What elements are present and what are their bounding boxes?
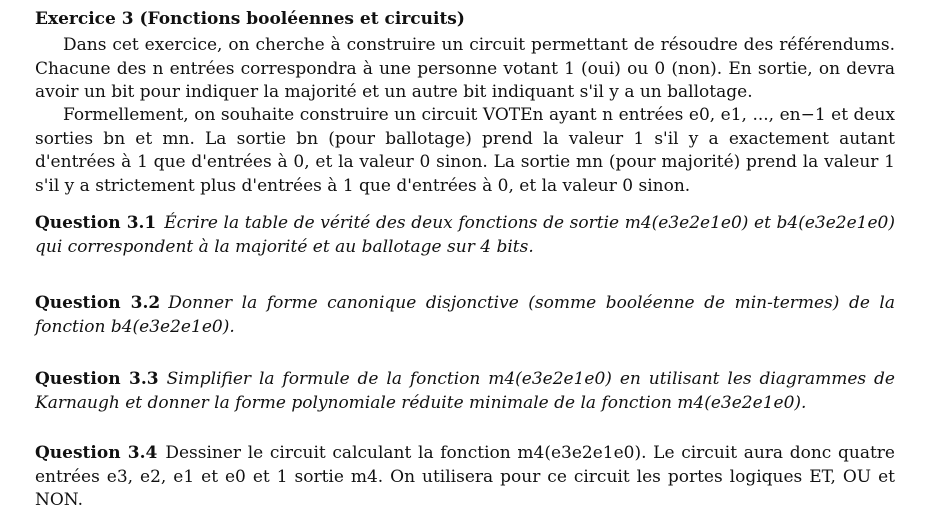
- question-label: Question 3.2: [35, 293, 161, 313]
- intro-paragraph-1: Dans cet exercice, on cherche à construire un circuit permettant de résoudre des référendums. Chacune des n entrées correspondra à une personne votant 1 (oui) ou 0 (non). En sortie, on devra avoir un bit pour indiquer la majorité et un autre bit indiquant s'il y a un ballotage.: [35, 35, 895, 102]
- question-3-4: [35, 442, 895, 513]
- exercise-title: Exercice 3 (Fonctions booléennes et circuits): [35, 9, 465, 29]
- question-3-2: [35, 292, 895, 339]
- question-3-3: [35, 368, 895, 415]
- question-text: Dessiner le circuit calculant la fonction m4(e3e2e1e0). Le circuit aura donc quatre entrées e3, e2, e1 et e0 et 1 sortie m4. On utilisera pour ce circuit les portes logiques ET, OU et NON.: [35, 443, 895, 510]
- question-text: Donner la forme canonique disjonctive (somme booléenne de min-termes) de la fonction b4(e3e2e1e0).: [35, 293, 895, 337]
- question-text: Simplifier la formule de la fonction m4(e3e2e1e0) en utilisant les diagrammes de Karnaugh et donner la forme polynomiale réduite minimale de la fonction m4(e3e2e1e0).: [35, 369, 895, 413]
- question-label: Question 3.4: [35, 443, 158, 463]
- question-text: Écrire la table de vérité des deux fonctions de sortie m4(e3e2e1e0) et b4(e3e2e1e0) qui correspondent à la majorité et au ballotage sur 4 bits.: [35, 213, 895, 257]
- question-label: Question 3.1: [35, 213, 157, 233]
- question-label: Question 3.3: [35, 369, 159, 389]
- question-3-1: [35, 212, 895, 259]
- intro-paragraph-2: Formellement, on souhaite construire un circuit VOTEn ayant n entrées e0, e1, ..., en−1 et deux sorties bn et mn. La sortie bn (pour ballotage) prend la valeur 1 s'il y a exactement autant d'entrées à 1 que d'entrées à 0, et la valeur 0 sinon. La sortie mn (pour majorité) prend la valeur 1 s'il y a strictement plus d'entrées à 1 que d'entrées à 0, et la valeur 0 sinon.: [35, 105, 895, 196]
